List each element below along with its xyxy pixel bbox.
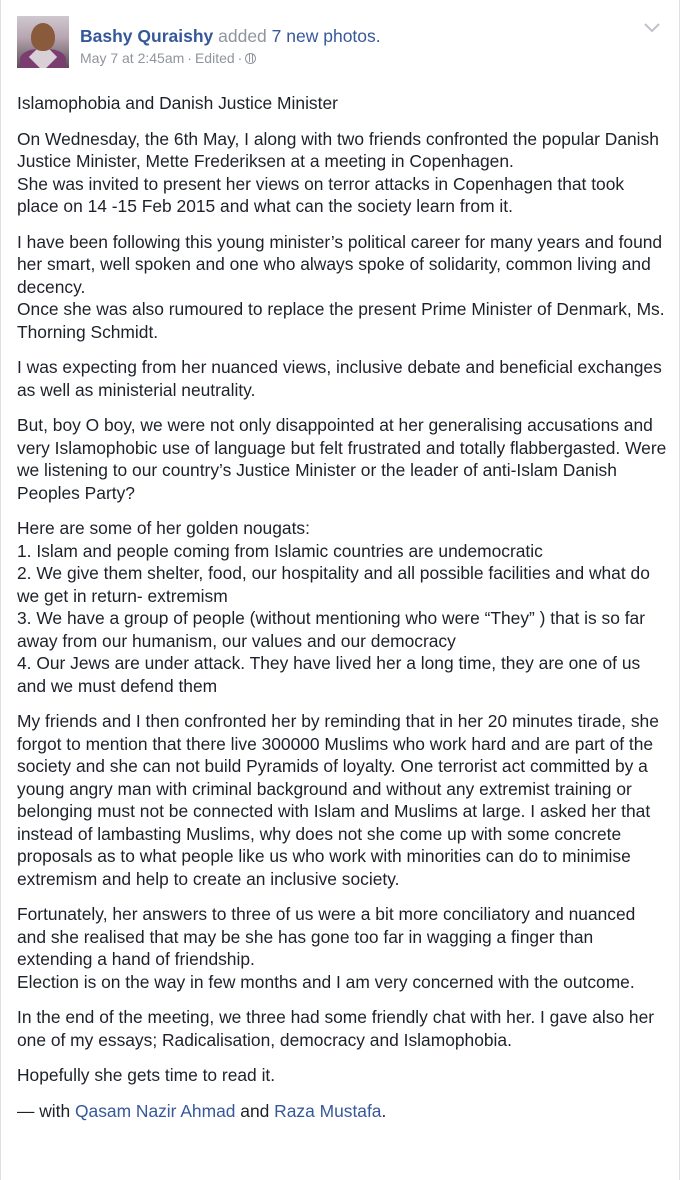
tag-conjunction: and [240, 1100, 270, 1121]
avatar[interactable] [17, 16, 69, 68]
author-name-link[interactable]: Bashy Quraishy [80, 26, 214, 46]
tagged-friends-line [17, 1100, 669, 1123]
tag-suffix: . [381, 1100, 387, 1121]
edited-link[interactable]: Edited [194, 50, 235, 66]
post-paragraph: I was expecting from her nuanced views, inclusive debate and beneficial exchanges as well as ministerial neutrality. [17, 357, 662, 400]
post-paragraph: In the end of the meeting, we three had some friendly chat with her. I gave also her one of my essays; Radicalisation, democracy and Islamophobia. [17, 1007, 655, 1050]
friend-link-1[interactable]: Qasam Nazir Ahmad [75, 1100, 236, 1121]
post-paragraph: Fortunately, her answers to three of us were a bit more conciliatory and nuanced and she realised that may be she has gone too far in wagging a finger than extending a hand of friendship. Election is on the way in few months and I am very concerned with the outcome. [17, 904, 636, 992]
tag-prefix: — with [17, 1100, 71, 1121]
post-title-line [80, 25, 381, 47]
post-meta [80, 49, 256, 67]
post-paragraph: My friends and I then confronted her by reminding that in her 20 minutes tirade, she forgot to mention that there live 300000 Muslims who work hard and are part of the society and she can not build Pyramids of loyalty. One terrorist act committed by a young angry man with criminal background and without any extremist training or belonging must not be connected with Islam and Muslims at large. I asked her that instead of lambasting Muslims, why does not she come up with some concrete proposals as to what people like us who work with minorities can do to minimise extremism and help to create an inclusive society. [17, 711, 659, 889]
post-paragraph: On Wednesday, the 6th May, I along with two friends confronted the popular Danish Justice Minister, Mette Frederiksen at a meeting in Copenhagen. She was invited to present her views on terror attacks in Copenhagen that took place on 14 -15 Feb 2015 and what can the society learn from it. [17, 128, 659, 216]
friend-link-2[interactable]: Raza Mustafa [274, 1100, 382, 1121]
post-paragraph: I have been following this young minister’s political career for many years and found her smart, well spoken and one who always spoke of solidarity, common living and decency. Once she was also rumoured to replace the present Prime Minister of Denmark, Ms. Thorning Schmidt. [17, 231, 665, 342]
post-paragraph: Hopefully she gets time to read it. [17, 1065, 276, 1085]
chevron-down-icon[interactable] [643, 22, 661, 36]
globe-icon[interactable] [245, 53, 256, 64]
action-text: added [218, 26, 267, 46]
post-header [17, 16, 663, 72]
timestamp-link[interactable]: May 7 at 2:45am [80, 50, 185, 66]
avatar-face [31, 23, 55, 51]
post-paragraph: But, boy O boy, we were not only disappointed at her generalising accusations and very Islamophobic use of language but felt frustrated and totally flabbergasted. Were we listening to our country’s Justice Minister or the leader of anti-Islam Danish Peoples Party? [17, 415, 667, 503]
meta-separator: · [187, 50, 192, 66]
photos-link[interactable]: 7 new photos. [271, 26, 381, 46]
meta-separator: · [237, 50, 243, 66]
post-body [17, 92, 669, 1135]
post-paragraph-title: Islamophobia and Danish Justice Minister [17, 93, 338, 113]
post-paragraph-list: Here are some of her golden nougats: 1. Islam and people coming from Islamic countries are undemocratic 2. We give them shelter, food, our hospitality and all possible facilities and what do we get in return- extremism 3. We have a group of people (without mentioning who were “They” ) that is so far away from our humanism, our values and our democracy 4. Our Jews are under attack. They have lived her a long time, they are one of us and we must defend them [17, 518, 650, 696]
